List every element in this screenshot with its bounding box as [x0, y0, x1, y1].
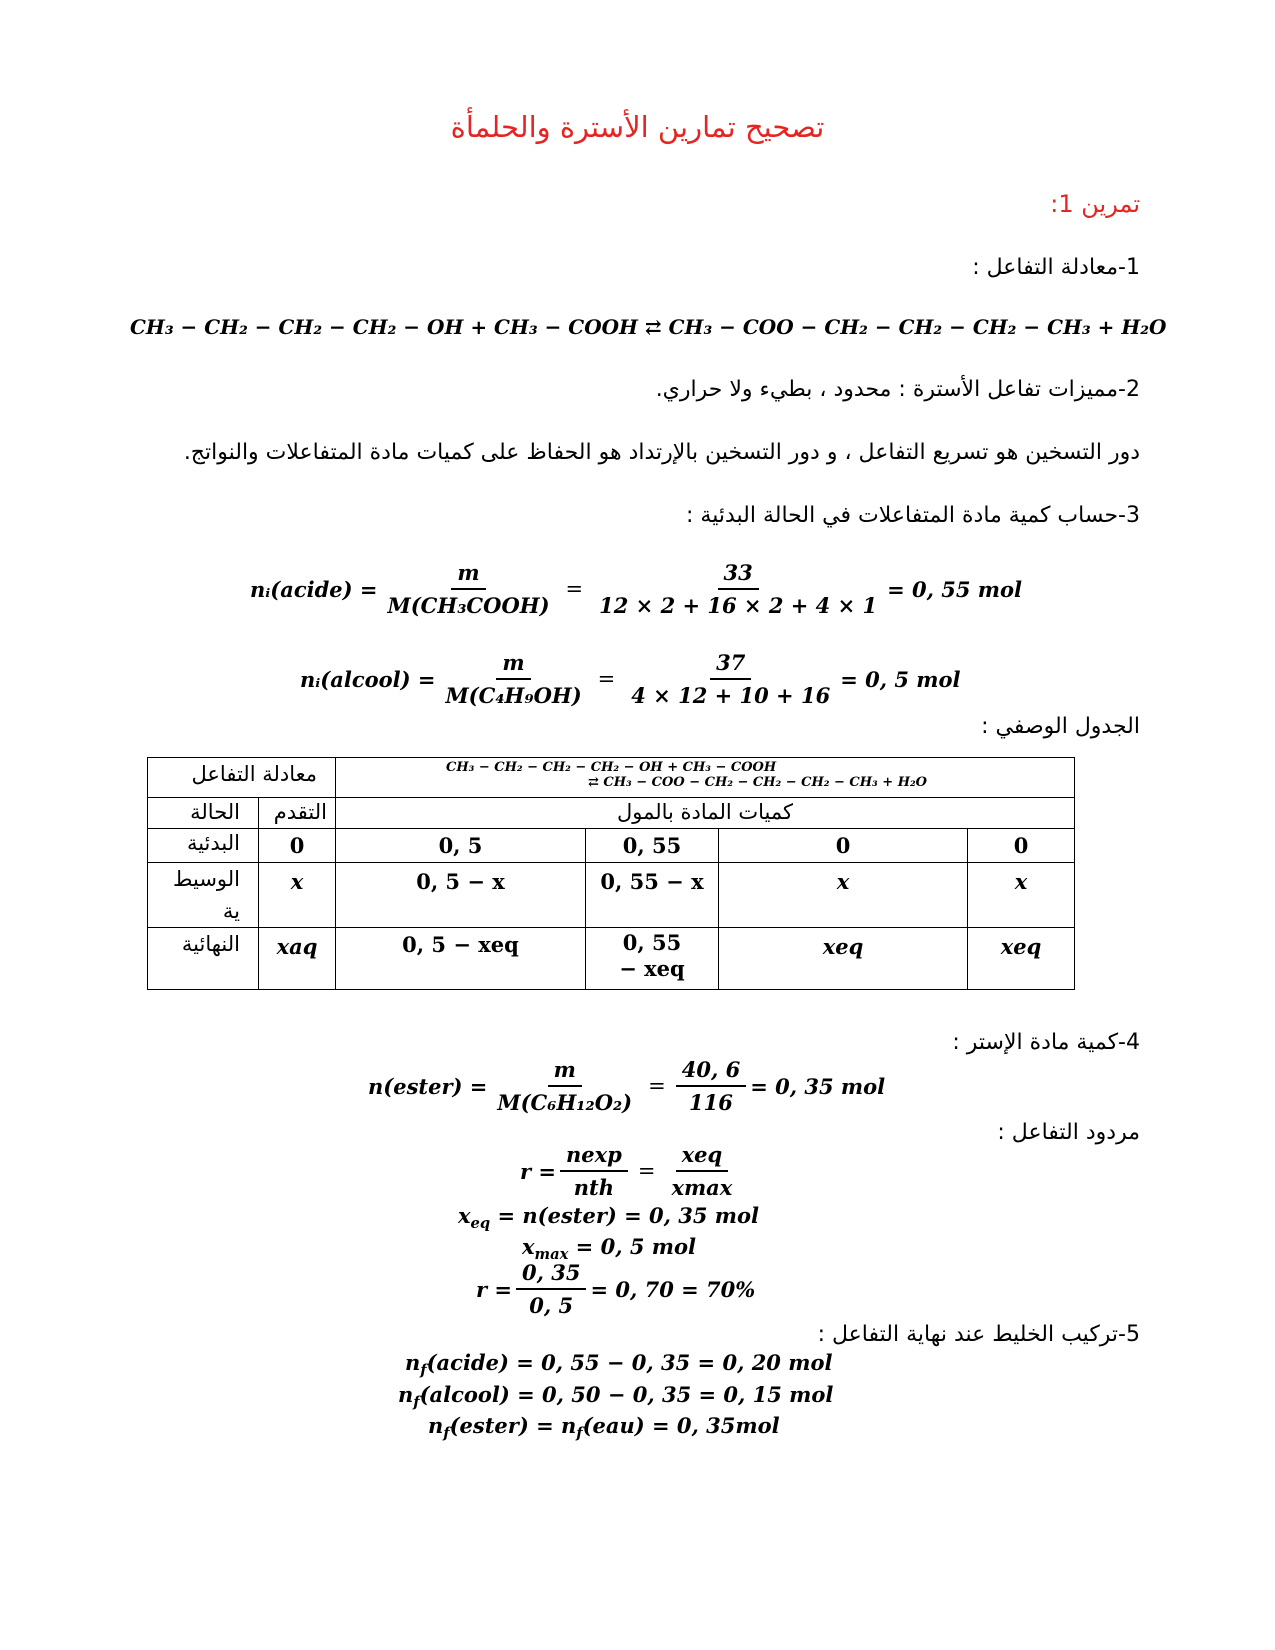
water-cell: 0 — [968, 829, 1075, 863]
alcohol-result: = 0, 5 mol — [840, 666, 961, 692]
yield-result-fraction: $\frac{0, 35}{0, 5}$ — [516, 1260, 586, 1318]
alcohol-cell: 0, 5 — [336, 829, 586, 863]
q1-heading: 1-معادلة التفاعل : — [972, 255, 1140, 280]
advance-cell: xaq — [259, 928, 336, 990]
ester-fraction-1: $\frac{m}{\text{M(C₆H₁₂O₂)}}$ — [497, 1057, 633, 1115]
advance-cell: x — [259, 863, 336, 928]
page-title: تصحيح تمارين الأسترة والحلمأة — [450, 110, 825, 144]
table-eq-label: معادلة التفاعل — [148, 758, 336, 798]
xmax-line: $x_{max} = 0$, 5 mol — [522, 1234, 696, 1264]
table-row-final — [148, 928, 1075, 990]
ester-lhs: n(ester) = — [368, 1073, 488, 1099]
exercise-label: تمرين 1: — [1050, 190, 1140, 218]
acid-fraction-1: $\frac{m}{\text{M(CH₃COOH)}}$ — [387, 560, 550, 618]
table-state-header: الحالة — [148, 798, 259, 829]
q2-heading: 2-مميزات تفاعل الأسترة : محدود ، بطيء ولا حراري. — [655, 377, 1140, 402]
yield-result: r = $\frac{0, 35}{0, 5}$ = 0, 70 = 70% — [476, 1260, 756, 1318]
state-cell: البدئية — [148, 829, 259, 863]
acid-cell: 0, 55 − x — [586, 863, 719, 928]
acid-cell: 0, 55 − xeq — [586, 928, 719, 990]
ester-result: = 0, 35 mol — [750, 1073, 886, 1099]
alcohol-cell: 0, 5 − xeq — [336, 928, 586, 990]
q5-heading: 5-تركيب الخليط عند نهاية التفاعل : — [817, 1322, 1140, 1347]
table-row-initial — [148, 829, 1075, 863]
acid-cell: 0, 55 — [586, 829, 719, 863]
q4-heading: 4-كمية مادة الإستر : — [952, 1030, 1140, 1055]
yield-heading: مردود التفاعل : — [997, 1120, 1140, 1145]
acid-result: = 0, 55 mol — [887, 576, 1022, 602]
q3-heading: 3-حساب كمية مادة المتفاعلات في الحالة البدئية : — [686, 503, 1140, 528]
yield-fraction-x: $\frac{\text{xeq}}{xmax}$ — [671, 1142, 733, 1200]
acid-fraction-2: $\frac{33}{12 \times 2 + 16 \times 2 + 4 \times 1}$ — [599, 560, 878, 618]
state-cell: النهائية — [148, 928, 259, 990]
alcohol-fraction-2: $\frac{37}{4 \times 12 + 10 + 16}$ — [631, 650, 831, 708]
table-quantities-header: كميات المادة بالمول — [336, 798, 1075, 829]
ester-calculation: n(ester) = $\frac{m}{\text{M(C₆H₁₂O₂)}}$ = $\frac{40, 6}{116}$ = 0, 35 mol — [368, 1057, 886, 1115]
xeq-line: $x_{eq}$ = n(ester) = 0, 35 mol — [458, 1203, 760, 1233]
state-cell: الوسيط ية — [148, 863, 259, 928]
alcohol-calculation: nᵢ(alcool) = $\frac{m}{\text{M(C₄H₉OH)}}$ = $\frac{37}{4 \times 12 + 10 + 16}$ = 0, 5 mol — [300, 650, 961, 708]
ester-cell: x — [719, 863, 968, 928]
alcohol-cell: 0, 5 − x — [336, 863, 586, 928]
acid-calculation: nᵢ(acide) = $\frac{m}{\text{M(CH₃COOH)}}$ = $\frac{33}{12 \times 2 + 16 \times 2 + 4 \times 1}$ = 0, 55 mol — [250, 560, 1022, 618]
water-cell: xeq — [968, 928, 1075, 990]
ester-cell: 0 — [719, 829, 968, 863]
final-ester: $n_f(ester) = n_f(eau) = 0$, 35mol — [428, 1413, 780, 1443]
final-acid: $n_f(acide) = 0$, 55 − 0, 35 = 0, 20 mol — [405, 1350, 833, 1380]
acid-lhs: nᵢ(acide) = — [250, 576, 378, 602]
ester-cell: xeq — [719, 928, 968, 990]
yield-fraction-n: $\frac{nexp}{\text{nth}}$ — [560, 1142, 628, 1200]
ester-fraction-2: $\frac{40, 6}{116}$ — [676, 1057, 746, 1115]
final-alcohol: $n_f(alcool) = 0$, 50 − 0, 35 = 0, 15 mol — [398, 1382, 834, 1412]
table-heading: الجدول الوصفي : — [981, 714, 1140, 739]
alcohol-fraction-1: $\frac{m}{\text{M(C₄H₉OH)}}$ — [445, 650, 582, 708]
yield-formula: r = $\frac{nexp}{\text{nth}}$ = $\frac{\text{xeq}}{xmax}$ — [520, 1142, 742, 1200]
table-advance-header: التقدم — [259, 798, 336, 829]
advance-cell: 0 — [259, 829, 336, 863]
table-eq-cell: CH₃ − CH₂ − CH₂ − CH₂ − OH + CH₃ − COOH ⇄ CH₃ − COO − CH₂ − CH₂ − CH₂ − CH₃ + H₂O — [336, 758, 1075, 798]
alcohol-lhs: nᵢ(alcool) = — [300, 666, 436, 692]
heating-sentence: دور التسخين هو تسريع التفاعل ، و دور التسخين بالإرتداد هو الحفاظ على كميات مادة المتفاعلات والنواتج. — [183, 440, 1140, 465]
water-cell: x — [968, 863, 1075, 928]
progress-table — [147, 757, 1075, 990]
reaction-equation: CH₃ − CH₂ − CH₂ − CH₂ − OH + CH₃ − COOH ⇄ CH₃ − COO − CH₂ − CH₂ − CH₂ − CH₃ + H₂O — [130, 315, 1167, 339]
table-row-intermediate — [148, 863, 1075, 928]
